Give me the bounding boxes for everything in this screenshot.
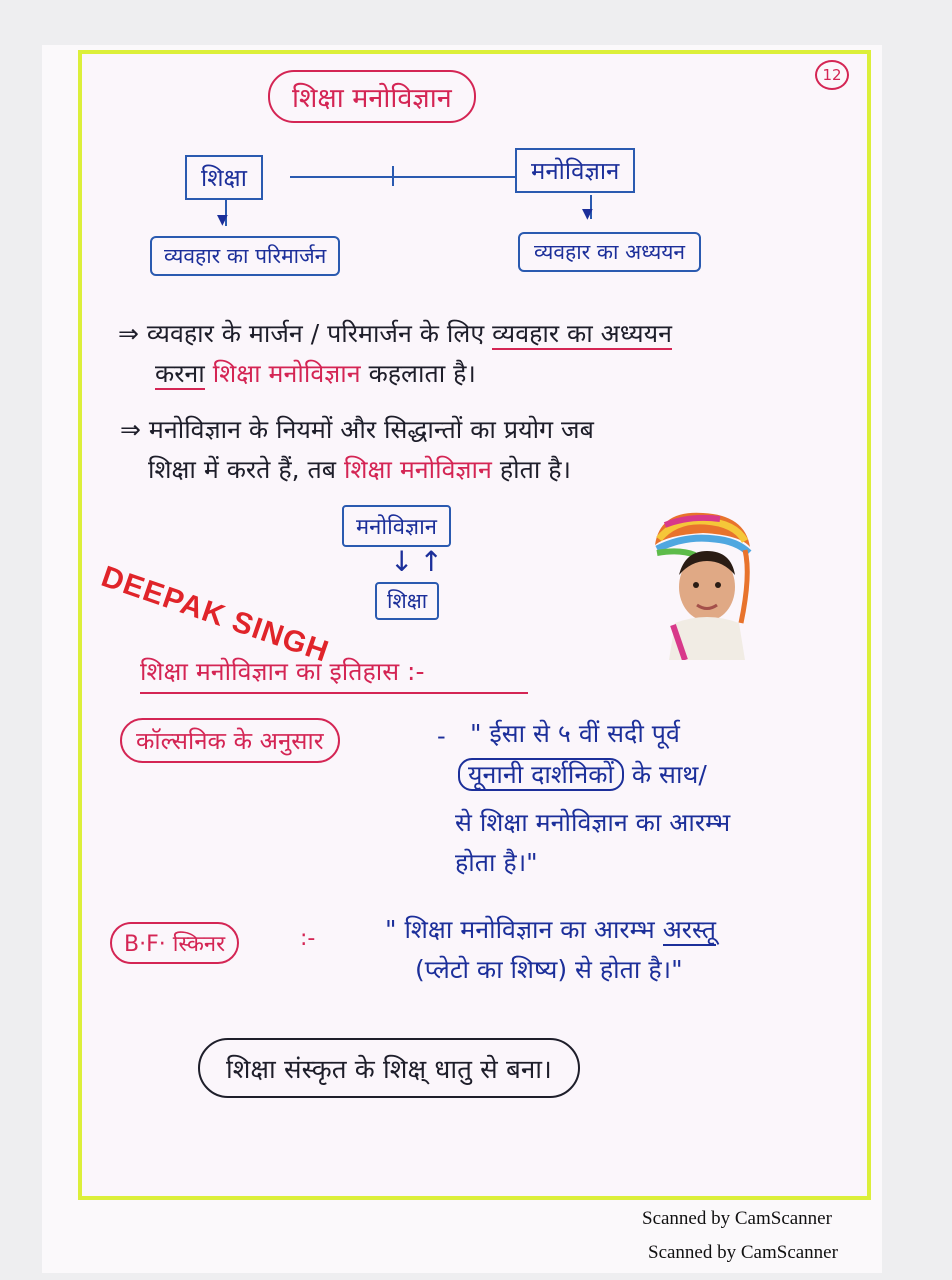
diagram-box-shiksha: शिक्षा — [185, 155, 263, 200]
colsnik-line4: होता है।" — [455, 848, 538, 877]
arrow-down-icon: ▼ — [582, 206, 593, 222]
point2-red-term: शिक्षा मनोविज्ञान — [344, 455, 492, 484]
page-number: 12 — [815, 60, 849, 90]
diagram-result-parimarjan: व्यवहार का परिमार्जन — [150, 236, 340, 276]
watermark-deepak-singh: DEEPAK SINGH — [97, 560, 334, 669]
mid-box-manovigyan: मनोविज्ञान — [342, 505, 451, 547]
page-title: शिक्षा मनोविज्ञान — [268, 70, 476, 123]
arrow-down-icon: ▼ — [217, 212, 228, 228]
colsnik-line3: से शिक्षा मनोविज्ञान का आरम्भ — [455, 808, 731, 837]
skinner-label: B·F· स्किनर — [110, 922, 239, 964]
skinner-underlined: अरस्तू — [662, 915, 717, 944]
point1-line2 — [155, 356, 476, 390]
point1-underlined: व्यवहार का अध्ययन — [492, 319, 673, 348]
diagram-box-manovigyan: मनोविज्ञान — [515, 148, 635, 193]
point2-line2 — [148, 452, 571, 486]
colsnik-line1: " ईसा से ५ वीं सदी पूर्व — [470, 719, 680, 748]
colsnik-line2 — [458, 757, 707, 791]
footer-scanned-2: Scanned by CamScanner — [648, 1242, 838, 1263]
portrait-image — [645, 505, 760, 660]
point1-underlined2: करना — [155, 359, 205, 388]
colsnik-line2-b: के साथ/ — [631, 760, 707, 789]
point1-red-term: शिक्षा मनोविज्ञान — [212, 359, 361, 388]
diagram-connector-tick — [392, 166, 394, 186]
skinner-line1 — [385, 912, 716, 946]
mid-box-shiksha: शिक्षा — [375, 582, 439, 620]
footer-scanned-1: Scanned by CamScanner — [642, 1208, 832, 1229]
point1-arrow-icon: ⇒ — [118, 319, 139, 348]
colsnik-boxed-term: यूनानी दार्शनिकों — [458, 758, 624, 791]
colsnik-label: कॉल्सनिक के अनुसार — [120, 718, 340, 763]
skinner-suffix: :- — [300, 926, 316, 951]
point1-text-b: कहलाता है। — [368, 359, 476, 388]
diagram-connector — [290, 176, 515, 178]
point2-text-b: होता है। — [499, 455, 572, 484]
point2-text-a: शिक्षा में करते हैं, तब — [148, 455, 337, 484]
skinner-line2: (प्लेटो का शिष्य) से होता है।" — [415, 955, 683, 984]
point1-text-a: व्यवहार के मार्जन / परिमार्जन के लिए — [146, 319, 485, 348]
diagram-result-adhyayan: व्यवहार का अध्ययन — [518, 232, 701, 272]
history-heading: शिक्षा मनोविज्ञान का इतिहास :- — [140, 654, 528, 694]
point2-line1 — [120, 412, 594, 446]
point1-line1 — [118, 316, 672, 350]
bottom-note: शिक्षा संस्कृत के शिक्ष् धातु से बना। — [198, 1038, 580, 1098]
mid-arrows-icon: ↓↑ — [390, 545, 449, 578]
point2-arrow-icon: ⇒ — [120, 415, 141, 444]
skinner-line1-a: " शिक्षा मनोविज्ञान का आरम्भ — [385, 915, 655, 944]
point2-text-1: मनोविज्ञान के नियमों और सिद्धान्तों का प्रयोग जब — [148, 415, 594, 444]
colsnik-dash: - — [437, 722, 446, 750]
